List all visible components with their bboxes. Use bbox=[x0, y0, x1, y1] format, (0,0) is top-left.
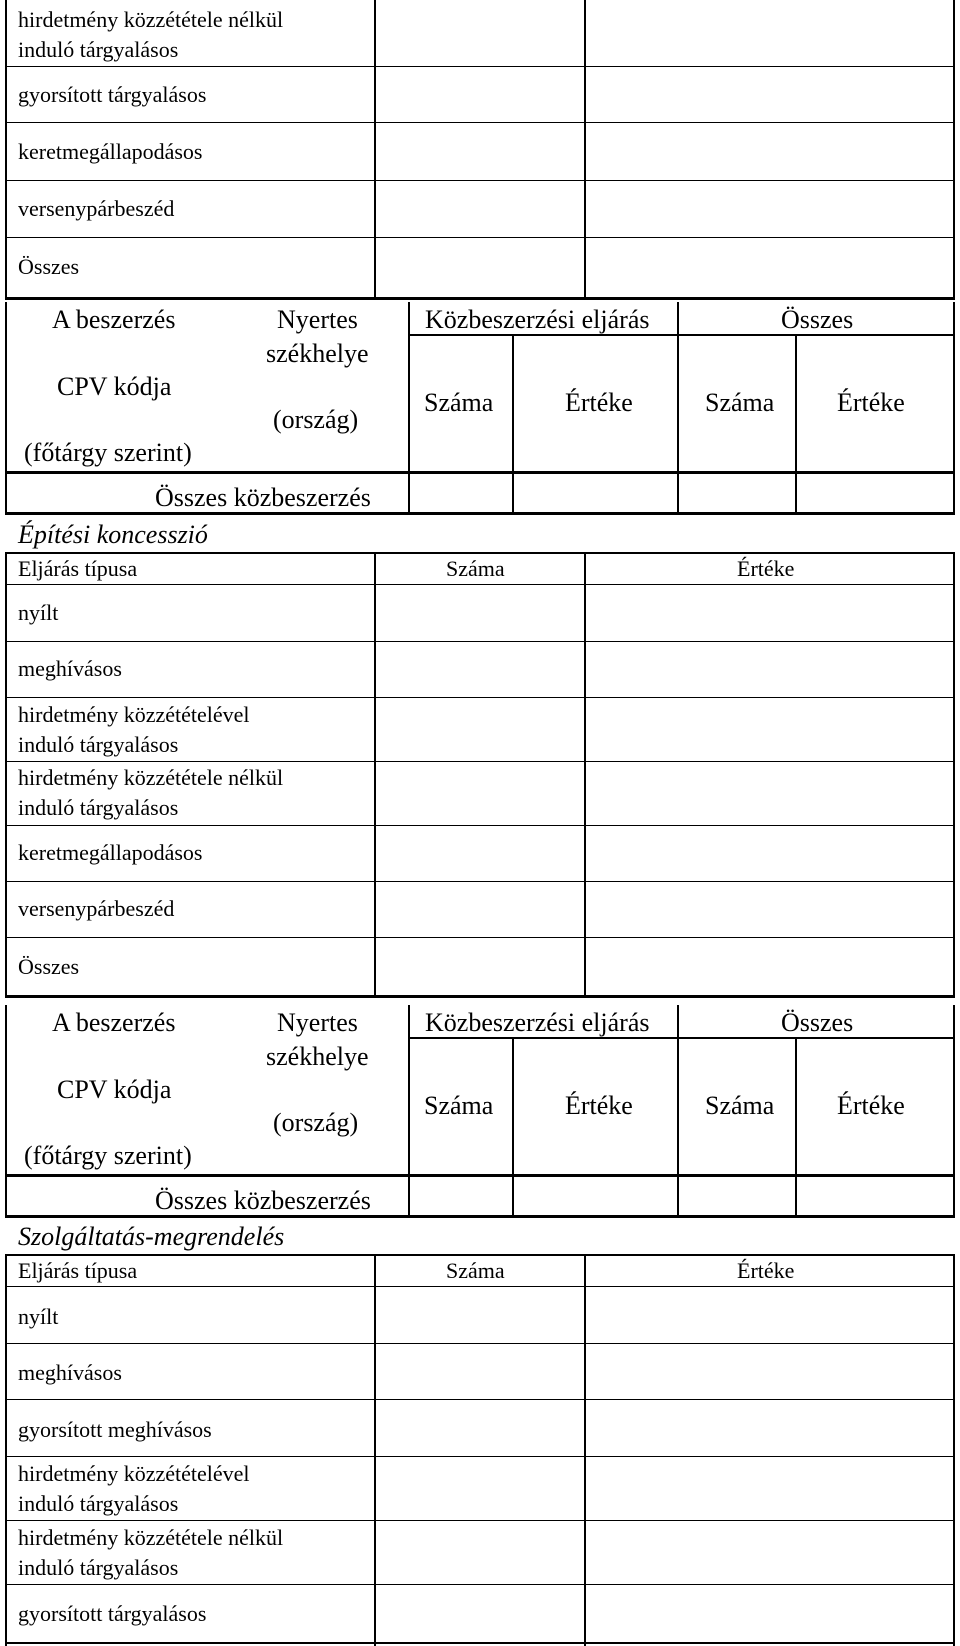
rule bbox=[5, 1584, 955, 1585]
rule bbox=[374, 1254, 376, 1646]
rule bbox=[5, 552, 955, 554]
rule bbox=[953, 0, 955, 300]
column-header-procedure: Közbeszerzési eljárás bbox=[425, 305, 650, 334]
column-header-winner: Nyertes bbox=[277, 305, 358, 334]
table-row-label: gyorsított tárgyalásos bbox=[18, 82, 207, 107]
column-header-cpv: A beszerzés bbox=[52, 305, 176, 334]
column-header-winner: (ország) bbox=[273, 1108, 359, 1137]
column-header-winner: Nyertes bbox=[277, 1008, 358, 1037]
rule bbox=[5, 937, 955, 938]
rule bbox=[5, 552, 7, 998]
table-row-label: nyílt bbox=[18, 1304, 59, 1329]
table-row-label: meghívásos bbox=[18, 1360, 122, 1385]
rule bbox=[5, 237, 955, 238]
subheader-count: Száma bbox=[705, 1091, 775, 1120]
rule bbox=[5, 1286, 955, 1287]
table-row-label: hirdetmény közzététele nélkül bbox=[18, 1525, 284, 1550]
rule bbox=[677, 1005, 679, 1218]
rule bbox=[5, 881, 955, 882]
table-row-label: nyílt bbox=[18, 600, 59, 625]
rule bbox=[677, 302, 679, 515]
rule bbox=[5, 1520, 955, 1521]
table-row-label: induló tárgyalásos bbox=[18, 1555, 179, 1580]
column-header-winner: székhelye bbox=[266, 339, 369, 368]
procedure-table-concession bbox=[0, 552, 960, 1000]
rule bbox=[584, 0, 586, 300]
rule bbox=[5, 180, 955, 181]
table-row-label: versenypárbeszéd bbox=[18, 196, 175, 221]
column-header-value: Értéke bbox=[737, 1258, 795, 1283]
rule bbox=[953, 552, 955, 998]
rule bbox=[5, 697, 955, 698]
table-row-label: keretmegállapodásos bbox=[18, 139, 203, 164]
column-header-cpv: (főtárgy szerint) bbox=[24, 438, 192, 467]
column-header-type: Eljárás típusa bbox=[18, 1258, 138, 1283]
summary-table bbox=[0, 1005, 960, 1220]
rule bbox=[584, 1254, 586, 1646]
rule bbox=[5, 641, 955, 642]
column-header-cpv: (főtárgy szerint) bbox=[24, 1141, 192, 1170]
rule bbox=[5, 471, 955, 474]
table-row-label: versenypárbeszéd bbox=[18, 896, 175, 921]
table-row-label: gyorsított tárgyalásos bbox=[18, 1601, 207, 1626]
rule bbox=[5, 0, 7, 300]
column-header-cpv: CPV kódja bbox=[57, 1075, 172, 1104]
rule bbox=[953, 1254, 955, 1646]
table-row-label: induló tárgyalásos bbox=[18, 732, 179, 757]
rule bbox=[584, 552, 586, 998]
subheader-count: Száma bbox=[424, 388, 494, 417]
column-header-count: Száma bbox=[446, 1258, 505, 1283]
rule bbox=[5, 1642, 955, 1644]
table-row-label: hirdetmény közzétételével bbox=[18, 1461, 250, 1486]
subheader-value: Értéke bbox=[565, 1091, 633, 1120]
subheader-value: Értéke bbox=[565, 388, 633, 417]
rule bbox=[5, 1215, 955, 1218]
rule bbox=[5, 512, 955, 515]
rule bbox=[374, 0, 376, 300]
rule bbox=[512, 336, 514, 515]
subheader-value: Értéke bbox=[837, 1091, 905, 1120]
rule bbox=[408, 334, 955, 336]
rule bbox=[5, 825, 955, 826]
rule bbox=[795, 1039, 797, 1218]
column-header-winner: (ország) bbox=[273, 405, 359, 434]
rule bbox=[5, 1005, 7, 1218]
subheader-count: Száma bbox=[705, 388, 775, 417]
column-header-count: Száma bbox=[446, 556, 505, 581]
table-row-label: induló tárgyalásos bbox=[18, 1491, 179, 1516]
table-row-label: meghívásos bbox=[18, 656, 122, 681]
rule bbox=[512, 1039, 514, 1218]
rule bbox=[5, 1174, 955, 1177]
section-title: Szolgáltatás-megrendelés bbox=[18, 1222, 285, 1251]
section-title: Építési koncesszió bbox=[18, 520, 208, 549]
rule bbox=[5, 1343, 955, 1344]
rule bbox=[795, 336, 797, 515]
rule bbox=[5, 302, 7, 515]
column-header-type: Eljárás típusa bbox=[18, 556, 138, 581]
rule bbox=[5, 1399, 955, 1400]
table-row-label: induló tárgyalásos bbox=[18, 37, 179, 62]
total-row-label: Összes közbeszerzés bbox=[155, 483, 371, 512]
column-header-total: Összes bbox=[781, 305, 854, 334]
rule bbox=[5, 66, 955, 67]
column-header-total: Összes bbox=[781, 1008, 854, 1037]
rule bbox=[374, 552, 376, 998]
rule bbox=[5, 584, 955, 585]
column-header-value: Értéke bbox=[737, 556, 795, 581]
table-row-label: induló tárgyalásos bbox=[18, 795, 179, 820]
procedure-table-top bbox=[0, 0, 960, 302]
table-row-label: hirdetmény közzététele nélkül bbox=[18, 765, 284, 790]
procedure-table-service bbox=[0, 1254, 960, 1646]
rule bbox=[5, 1254, 7, 1646]
subheader-count: Száma bbox=[424, 1091, 494, 1120]
table-row-label: keretmegállapodásos bbox=[18, 840, 203, 865]
rule bbox=[5, 1456, 955, 1457]
rule bbox=[5, 122, 955, 123]
summary-table bbox=[0, 302, 960, 517]
rule bbox=[5, 761, 955, 762]
table-row-label: hirdetmény közzétételével bbox=[18, 702, 250, 727]
table-row-label: Összes bbox=[18, 954, 80, 979]
rule bbox=[408, 1037, 955, 1039]
total-row-label: Összes közbeszerzés bbox=[155, 1186, 371, 1215]
table-row-label: hirdetmény közzététele nélkül bbox=[18, 7, 284, 32]
column-header-winner: székhelye bbox=[266, 1042, 369, 1071]
column-header-cpv: A beszerzés bbox=[52, 1008, 176, 1037]
rule bbox=[5, 297, 955, 300]
column-header-cpv: CPV kódja bbox=[57, 372, 172, 401]
column-header-procedure: Közbeszerzési eljárás bbox=[425, 1008, 650, 1037]
table-row-label: Összes bbox=[18, 254, 80, 279]
table-row-label: gyorsított meghívásos bbox=[18, 1417, 212, 1442]
rule bbox=[5, 995, 955, 998]
rule bbox=[5, 1254, 955, 1256]
subheader-value: Értéke bbox=[837, 388, 905, 417]
